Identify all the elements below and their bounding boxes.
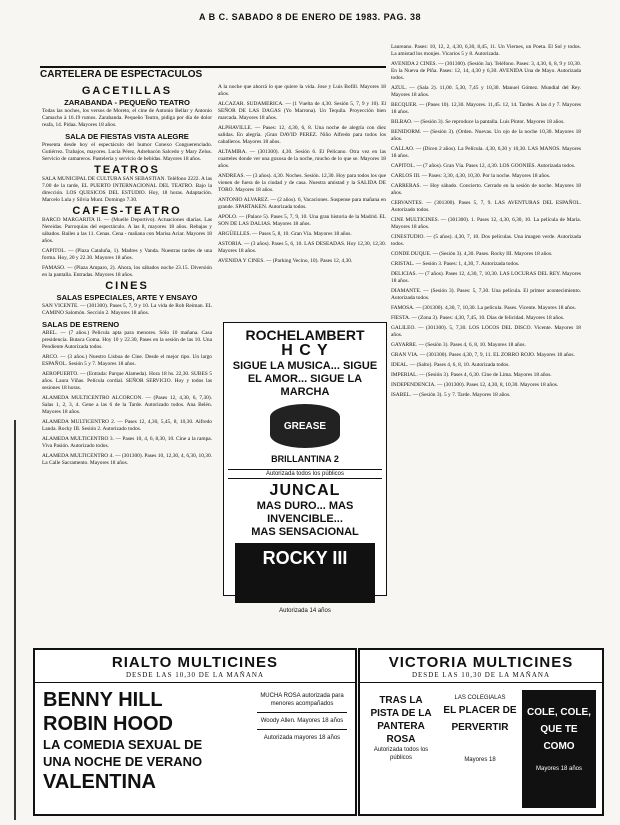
rialto-subtitle: DESDE LAS 10,30 DE LA MAÑANA (35, 671, 355, 683)
salas-especiales-heading: SALAS ESPECIALES, ARTE Y ENSAYO (56, 293, 198, 302)
right-column (391, 44, 581, 402)
film-title: COLE, COLE, (527, 707, 591, 718)
film-note: Mayores 18 (464, 757, 496, 763)
page-header: A B C. SABADO 8 DE ENERO DE 1983. PAG. 38 (198, 12, 422, 22)
page-fold-line (14, 420, 22, 820)
ad-tagline: EL AMOR... SIGUE LA (247, 373, 363, 385)
ad-tagline: MARCHA (280, 386, 330, 398)
listing-text: ALTAMIRA. — (301300). 4,30. Sesión 6. El Pelicano. Otra vez en las cuarteles donde ver una gozosa de la noche, mucho de lo que se. Mayores 18 años. (218, 149, 386, 169)
victoria-title: VICTORIA MULTICINES (388, 654, 574, 671)
listing-text: CINE MULTICINES. — (301300). 1. Pases 12, 4,30, 6,30, 10. La película de María. Mayores 18 años. (391, 217, 581, 230)
listing-text: A la noche que ahorrá lo que quiere la vida. Jose y Luis Bofill. Mayores 18 años. (218, 84, 386, 97)
listing-text: BARCO MARGARITA II. — (Muelle Deportivo). Actuaciones diarias. Las Nereidas. Parroquias del espectáculo. A las 8, mayores 18 años. Rebajas y sábados. Bailes a las 11. Cenas. Cena - mañana con Marisa Aciar. Mayores 18 años. (42, 217, 212, 244)
listing-text: ANTONIO ALVAREZ. — (2 años). 6, Vacaciones. Suspense para mañana en grande. SPARTAKEN. Autorizada todos. (218, 197, 386, 210)
victoria-subtitle: DESDE LAS 10,30 DE LA MAÑANA (360, 671, 602, 683)
film-title: BENNY HILL (43, 689, 163, 711)
listing-text: ALAMEDA MULTICENTRO 4. — (301300). Pases 10, 12,30, 4, 6,30, 10,30. La Calle Sacramento. Mayores 18 años. (42, 453, 212, 466)
listing-text: Laureano. Pases: 10, 12, 2, 4,30, 6,30, 8,45, 11. Un Viernes, un Poeta. El Sol y todos. La amistad los monjes. Vicarios 5 y 8. Autorizada. (391, 44, 581, 57)
rochelambert-ad (223, 322, 387, 614)
rialto-side (257, 688, 347, 746)
listing-text: Presenta desde hoy el espectáculo del humor Conexo Conguerenciado. Gutiérrez. Trabajos, mayores. Lucía Pérez, Adrebacón Salcedo y Mary Zelus. Servicio de camareros. Pastelería y servicio de bebidas. Mayores 18 años. (42, 142, 212, 162)
ad-rating: Autorizada 14 años (279, 608, 331, 614)
listing-text: FAMASO. — (Plaza Amparo, 2). Ahora, los sábados noche 23.15. Diversión en la pantalla. Entradas. Mayores 18 años. (42, 265, 212, 278)
listing-text: ARGÜELLES. — Pases 5, 8, 10. Gran Vía. Mayores 18 años. (218, 231, 352, 237)
film-title: PERVERTIR (451, 722, 509, 733)
zarabanda-heading: ZARABANDA - PEQUEÑO TEATRO (64, 98, 190, 107)
ad-film-subtitle: BRILLANTINA 2 (271, 454, 339, 464)
film-title: VALENTINA (43, 771, 156, 793)
film-note: Autorizada todos los públicos (373, 747, 429, 761)
ad-cinema-name: JUNCAL (269, 482, 341, 499)
listing-text: DIAMANTE. — (Sesión 3). Pases: 5, 7,30. Una película. El primer acontecimiento. Autorizada todos. (391, 288, 581, 301)
listing-text: AVENIDA 2 CINES. — (301300). (Sesión 3a). Teléfono. Pases: 3, 4,30, 6, 8, 9 y 10,30. En la Nueva de Piña. Pases: 12, 14, 4,30 y 6,30. AVENIDA Una de Mayo. Autorizada todos. (391, 61, 581, 81)
listing-text: GAYARRE. — (Sesión 3). Pases 4, 6, 8, 10. Mayores 18 años. (391, 342, 526, 348)
listing-text: CRISTAL. — Sesión 3. Pases: 1, 4,30, 7. Autorizada todos. (391, 261, 520, 267)
listing-text: CINESTUDIO. — (5 años). 4,30, 7, 10. Dos películas. Una imagen verde. Autorizada todos. (391, 234, 581, 247)
listing-text: ARCO. — (3 años.) Nuestro Lisboa de Cine. Desde el mejor tipo. Un largo ESPAÑOL. Sesión 5 y 7. Mayores 18 años. (42, 354, 212, 367)
sala-heading: SALA DE FIESTAS VISTA ALEGRE (65, 132, 189, 141)
rialto-title: RIALTO MULTICINES (111, 654, 279, 671)
listing-text: ASTORIA. — (3 años). Pases 5, 6, 10. LAS DESEADAS. Hoy 12,30, 12,30. Mayores 18 años. (218, 241, 386, 254)
ad-tagline: SIGUE LA MUSICA... SIGUE (232, 360, 378, 372)
listing-text: CARRERAS. — Hoy sábado. Concierto. Cerrado en la sesión de noche. Mayores 18 años. (391, 183, 581, 196)
listing-text: BILBAO. — (Sesión 3). Se reproduce la pantalla. Luis Pintor. Mayores 18 años. (391, 119, 565, 125)
ad-tagline: INVENCIBLE... (267, 513, 343, 525)
listing-text: ALAMEDA MULTICENTRO 3. — Pases 10, 4, 6, 8,30, 10. Cine a la rampa. Viva Pasión. Autorizado todos. (42, 436, 212, 449)
film-title: PANTERA (377, 721, 425, 732)
listing-text: FIESTA. — (Zona 3). Pases: 4,30, 7,45, 10. Días de felicidad. Mayores 18 años. (391, 315, 565, 321)
gacetillas-heading: GACETILLAS (81, 85, 173, 97)
film-title: ROBIN HOOD (43, 713, 173, 735)
grease-logo: GREASE (270, 404, 340, 448)
ad-cinema-name: ROCHELAMBERT (245, 327, 365, 343)
middle-column (218, 84, 386, 268)
rialto-ad (33, 648, 357, 816)
listing-text: CONDE DUQUE. — (Sesión 3). 4,30. Pases. Rocky III. Mayores 18 años. (391, 251, 553, 257)
rialto-main (43, 688, 253, 794)
victoria-film-3 (522, 690, 596, 808)
rocky-logo: ROCKY III (235, 543, 375, 603)
ad-hoy: H C Y (281, 342, 329, 359)
listing-text: AVENIDA Y CINES. — (Parking Vecino, 10). Pases 12, 4,30. (218, 258, 353, 264)
listing-text: CAPITOL. — (Plaza Cataluña, 1). Madres y Vanda. Nuestras tardes de una forma. Hoy, 20 y 22.30. Mayores 18 años. (42, 248, 212, 261)
ad-tagline: MAS DURO... MAS (256, 500, 354, 512)
listing-text: SALA MUNICIPAL DE CULTURA SAN SEBASTIAN. Teléfono 2222. A las 7.00 de la tarde, EL PUERTO INTERNACIONAL DEL TEATRO. Bajo la dirección. LOS QUESICOS DEL ESTUDIO. Hoy, 18 horas. Adaptación. Marcelo Lula y Silvia Munt. Domingo 7.30. (42, 176, 212, 203)
listing-text: GALILEO. — (301300). 5, 7,30. LOS LOCOS DEL DISCO. Vicente. Mayores 18 años. (391, 325, 581, 338)
victoria-film-1 (364, 694, 438, 762)
listing-text: AZUL. — (Sala 2). 11,00. 5,30, 7,45 y 10,30. Manuel Gómez. Mundial del Rey. Mayores 18 años. (391, 85, 581, 98)
listing-text: DELICIAS. — (7 años). Pases 12, 4,30, 7, 10,30. LAS LOCURAS DEL REY. Mayores 18 años. (391, 271, 581, 284)
film-title: QUE TE (540, 724, 578, 735)
listing-text: ALPHAVILLE. — Pases: 12, 4,30, 6, 8. Una noche de alegría con diez salidas. En alegría. ¡Gran DAVID PEREZ. Niño Alfredo para todos los caballeros. Mayores 18 años. (218, 125, 386, 145)
left-column (42, 84, 212, 470)
listing-text: APOLO. — (Palace 5). Pases 5, 7, 9, 10. Una gran historia de la Madrid. EL SON DE LAS DALIAS. Mayores 18 años. (218, 214, 386, 227)
listing-text: CARLOS III. — Pases: 3,30, 4,30, 10,30. Por la noche. Mayores 18 años. (391, 173, 551, 179)
film-note: MUCHA ROSA autorizada para menores acompañados (257, 688, 347, 713)
listing-text: ABEL. — (7 años.) Pelicula apta para menores. Sólo 10 mañana. Casa presidencia. Butaca Goma. Hoy 10 y 22.30, Pases en la sesión de las 10. Una Pendiente Autorizada todos. (42, 330, 212, 350)
listing-text: BECQUER. — (Pases 10). 12,30. Mayores. 11,45. 12, 14. Tardes. A las 4 y 7. Mayores 18 años. (391, 102, 581, 115)
cafes-heading: CAFES-TEATRO (72, 205, 182, 217)
section-title: CARTELERA DE ESPECTACULOS (40, 66, 386, 80)
listing-text: IDEAL. — (Salto). Pases 4, 6, 8, 10. Autorizada todos. (391, 362, 510, 368)
listing-text: ALAMEDA MULTICENTRO ALCORCON. — (Pases 12, 4,30, 6, 7,30). Salas 1, 2, 3, 4. Gene a las 6 de la Tarde. Autorizado todos. Ana Belén. Mayores 18 años. (42, 395, 212, 415)
estreno-heading: SALAS DE ESTRENO (42, 320, 120, 329)
listing-text: CAPITOL. — (7 años). Gran Vía. Pases 12, 4,30. LOS GOONIES. Autorizada todos. (391, 163, 576, 169)
listing-text: CALLAO. — (Dicen 2 años). La Película. 4,30, 6,30 y 10,30. LAS MANOS. Mayores 18 años. (391, 146, 581, 159)
listing-text: SAN VICENTE. — (301300). Pases 5, 7, 9 y 10. La vida de Rob Reiman. EL CAMINO Salomón. Sección 2. Mayores 18 años. (42, 303, 212, 316)
film-title: LA COMEDIA SEXUAL DE (43, 737, 203, 752)
film-note: Mayores 18 años (535, 766, 583, 772)
listing-text: CERVANTES. — (301300). Pases 5, 7, 9. LAS AVENTURAS DEL ESPAÑOL. Autorizado todos. (391, 200, 581, 213)
listing-text: Todas las noches, los versos de Moreto, el cine de Antonio Bellar y Antonio Camacho à 16.19 rumos. Zarabanda. Pequeño Teatro, pidiga por día de dolor reafa, 14. Pidaa. Mayores 18 años. (42, 108, 212, 128)
film-note: Autorizada mayores 18 años (263, 735, 341, 741)
ad-tagline: MAS SENSACIONAL (251, 526, 359, 538)
film-title: UNA NOCHE DE VERANO (43, 754, 203, 769)
listing-text: AEROPUERTO. — (Entrada: Parque Alameda). Hora 18 hs. 22,30. SUBES 5 años. Laura Viñas. Película cordial. SEÑOR SERVICIO. Hoy y todos las sesiones 18 horas. (42, 371, 212, 391)
listing-text: FAMOSA. — (301300). 4,30, 7, 10,30. La película. Pases. Vicente. Mayores 18 años. (391, 305, 576, 311)
cines-heading: CINES (105, 280, 149, 292)
film-title: COMO (543, 741, 575, 752)
film-note: LAS COLEGIALAS (454, 695, 506, 701)
victoria-ad (358, 648, 604, 816)
listing-text: ALAMEDA MULTICENTRO 2. — Pases 12, 4,30, 5,45, 8, 10,30. Alfredo Landa. Rocky III. Sesión 2. Autorizado todos. (42, 419, 212, 432)
film-title: ROSA (386, 734, 416, 745)
film-title: TRAS LA (379, 695, 423, 706)
listing-text: ANDREAS. — (3 años). 4,30. Noches. Sesión. 12,30. Hoy para todos los que vienen de fuera de la ciudad y de casa. Nuestra amistad y la SALIDA DE TORO. Mayores 18 años. (218, 173, 386, 193)
listing-text: ISABEL. — (Sesión 3). 5 y 7. Tarde. Mayores 18 años. (391, 392, 511, 398)
film-note: Woody Allen. Mayores 18 años (257, 713, 347, 730)
listing-text: BENIDORM. — (Sesión 3). (Orden. Nuevas. Un ojo de la noche 10,30. Mayores 18 años. (391, 129, 581, 142)
listing-text: ALCAZAR. SUDAMERICA. — (1 Vuelta de 4,30. Sesión 5, 7, 9 y 10). El SEÑOR DE LAS DAGAS (Yo Marrona). Un Tequila. Proyección bien marcada. Mayores 18 años. (218, 101, 386, 121)
victoria-film-2 (442, 694, 518, 764)
ad-rating: Autorizada todos los públicos (228, 469, 382, 479)
listing-text: INDEPENDENCIA. — (301300). Pases 12, 4,30, 8, 10,30. Mayores 18 años. (391, 382, 559, 388)
film-title: EL PLACER DE (443, 705, 517, 716)
listing-text: IMPERIAL. — (Sesión 3). Pases 4, 6,30. Cine de Lima. Mayores 18 años. (391, 372, 552, 378)
listing-text: GRAN VIA. — (301300). Pases 4,30, 7, 9, 11. EL ZORRO ROJO. Mayores 18 años. (391, 352, 575, 358)
film-title: PISTA DE LA (370, 708, 432, 719)
teatros-heading: TEATROS (94, 164, 160, 176)
